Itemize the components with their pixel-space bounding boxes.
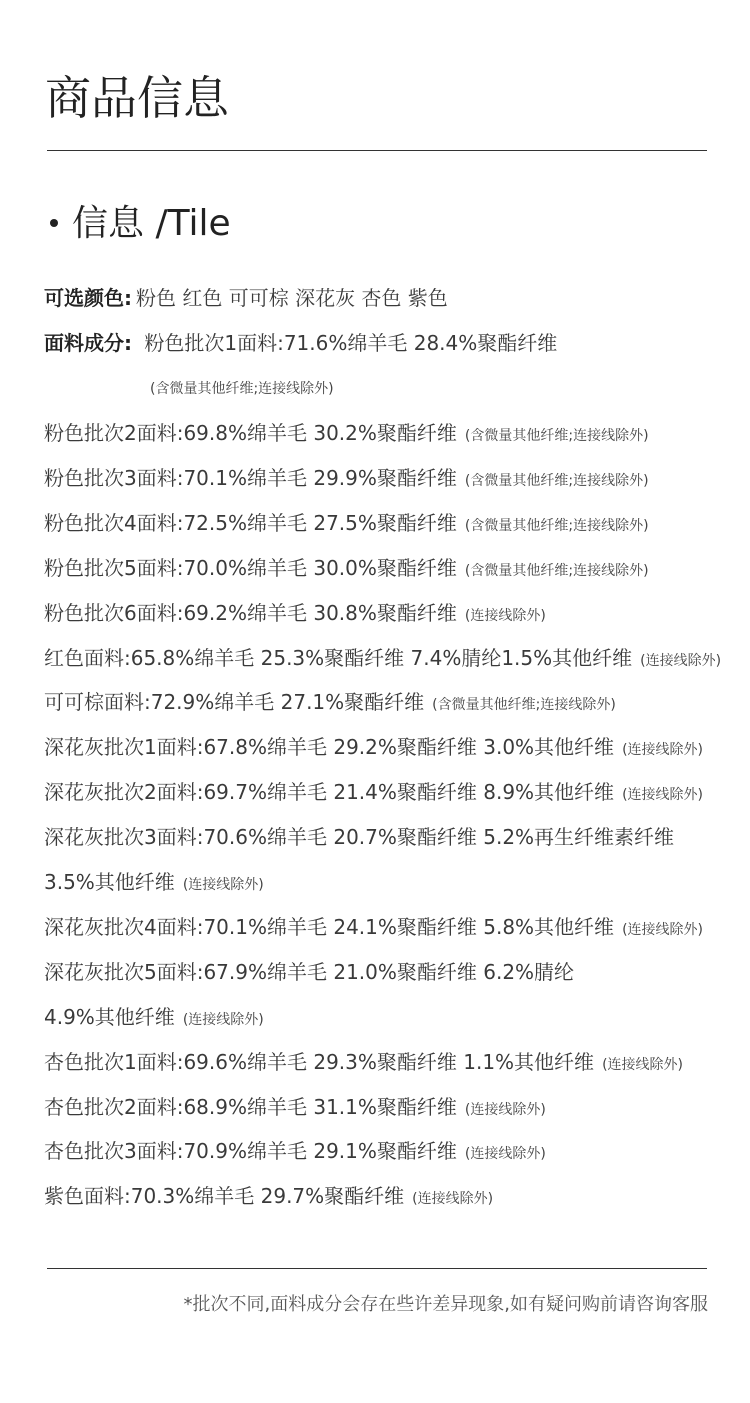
fabric-row-text: 杏色批次3面料:70.9%绵羊毛 29.1%聚酯纤维: [44, 1139, 457, 1163]
fabric-row-first: [44, 329, 557, 357]
fabric-row-text: 粉色批次6面料:69.2%绵羊毛 30.8%聚酯纤维: [44, 601, 457, 625]
fabric-row: [44, 554, 649, 585]
fabric-row-text: 深花灰批次5面料:67.9%绵羊毛 21.0%聚酯纤维 6.2%腈纶: [44, 960, 575, 984]
colors-row: [44, 284, 448, 312]
fabric-row: [44, 509, 649, 540]
fabric-row-note: (连接线除外): [622, 922, 703, 938]
fabric-row: [44, 913, 703, 944]
fabric-row-note: (连接线除外): [622, 787, 703, 803]
fabric-row-note: (连接线除外): [464, 608, 546, 624]
fabric-row: [44, 1003, 264, 1034]
fabric-row-note: (连接线除外): [640, 653, 722, 669]
fabric-row-text: 3.5%其他纤维: [44, 870, 175, 894]
fabric-row: [44, 733, 703, 764]
fabric-row-note: (连接线除外): [464, 1102, 546, 1118]
fabric-row: [44, 958, 574, 986]
section-title-text: 信息 /Tile: [72, 203, 231, 244]
fabric-row-text: 粉色批次3面料:70.1%绵羊毛 29.9%聚酯纤维: [44, 466, 457, 490]
fabric-row-text: 粉色批次5面料:70.0%绵羊毛 30.0%聚酯纤维: [44, 556, 457, 580]
fabric-label: 面料成分:: [44, 331, 132, 355]
fabric-row: [44, 599, 546, 630]
fabric-row-note: (连接线除外): [412, 1191, 494, 1207]
fabric-row-text: 深花灰批次2面料:69.7%绵羊毛 21.4%聚酯纤维 8.9%其他纤维: [44, 780, 615, 804]
fabric-row: [44, 823, 674, 851]
fabric-row: [44, 1093, 546, 1124]
bottom-divider: [47, 1268, 707, 1269]
section-heading: [50, 198, 231, 250]
top-divider: [47, 150, 707, 151]
fabric-row: [44, 778, 703, 809]
fabric-row: [44, 1048, 683, 1079]
fabric-row-text: 红色面料:65.8%绵羊毛 25.3%聚酯纤维 7.4%腈纶1.5%其他纤维: [44, 646, 633, 670]
fabric-row: [44, 644, 721, 675]
fabric-row-note: (连接线除外): [182, 1012, 264, 1028]
fabric-row-text: 杏色批次2面料:68.9%绵羊毛 31.1%聚酯纤维: [44, 1095, 457, 1119]
fabric-row: [44, 464, 649, 495]
page-title: 商品信息: [45, 71, 229, 125]
colors-values: 粉色 红色 可可棕 深花灰 杏色 紫色: [136, 286, 448, 310]
fabric-row-text: 深花灰批次4面料:70.1%绵羊毛 24.1%聚酯纤维 5.8%其他纤维: [44, 915, 615, 939]
fabric-row-text: 可可棕面料:72.9%绵羊毛 27.1%聚酯纤维: [44, 690, 425, 714]
fabric-row-note: (连接线除外): [182, 877, 264, 893]
fabric-row-text: 粉色批次2面料:69.8%绵羊毛 30.2%聚酯纤维: [44, 421, 457, 445]
fabric-row: [44, 1182, 493, 1213]
fabric-row-note: (含微量其他纤维;连接线除外): [464, 473, 649, 489]
fabric-row: [44, 688, 616, 719]
footer-note: *批次不同,面料成分会存在些许差异现象,如有疑问购前请咨询客服: [183, 1294, 708, 1315]
fabric-first-text: 粉色批次1面料:71.6%绵羊毛 28.4%聚酯纤维: [144, 331, 558, 355]
fabric-row-text: 4.9%其他纤维: [44, 1005, 175, 1029]
fabric-row-note: (连接线除外): [622, 742, 703, 758]
fabric-row: [44, 1137, 546, 1168]
fabric-row-note: (含微量其他纤维;连接线除外): [464, 518, 649, 534]
colors-label: 可选颜色:: [44, 286, 132, 310]
fabric-row-note: (连接线除外): [464, 1146, 546, 1162]
fabric-row-note: (含微量其他纤维;连接线除外): [464, 428, 649, 444]
fabric-row-note: (连接线除外): [602, 1057, 683, 1073]
bullet-icon: [50, 219, 58, 227]
fabric-row-text: 杏色批次1面料:69.6%绵羊毛 29.3%聚酯纤维 1.1%其他纤维: [44, 1050, 595, 1074]
fabric-row: [44, 419, 649, 450]
fabric-row: [44, 868, 264, 899]
fabric-row-text: 粉色批次4面料:72.5%绵羊毛 27.5%聚酯纤维: [44, 511, 457, 535]
fabric-row-note: (含微量其他纤维;连接线除外): [432, 697, 616, 713]
fabric-row-note: (含微量其他纤维;连接线除外): [464, 563, 649, 579]
fabric-first-note: (含微量其他纤维;连接线除外): [150, 381, 334, 397]
fabric-row-text: 深花灰批次3面料:70.6%绵羊毛 20.7%聚酯纤维 5.2%再生纤维素纤维: [44, 825, 675, 849]
fabric-row-text: 深花灰批次1面料:67.8%绵羊毛 29.2%聚酯纤维 3.0%其他纤维: [44, 735, 615, 759]
fabric-row-text: 紫色面料:70.3%绵羊毛 29.7%聚酯纤维: [44, 1184, 405, 1208]
